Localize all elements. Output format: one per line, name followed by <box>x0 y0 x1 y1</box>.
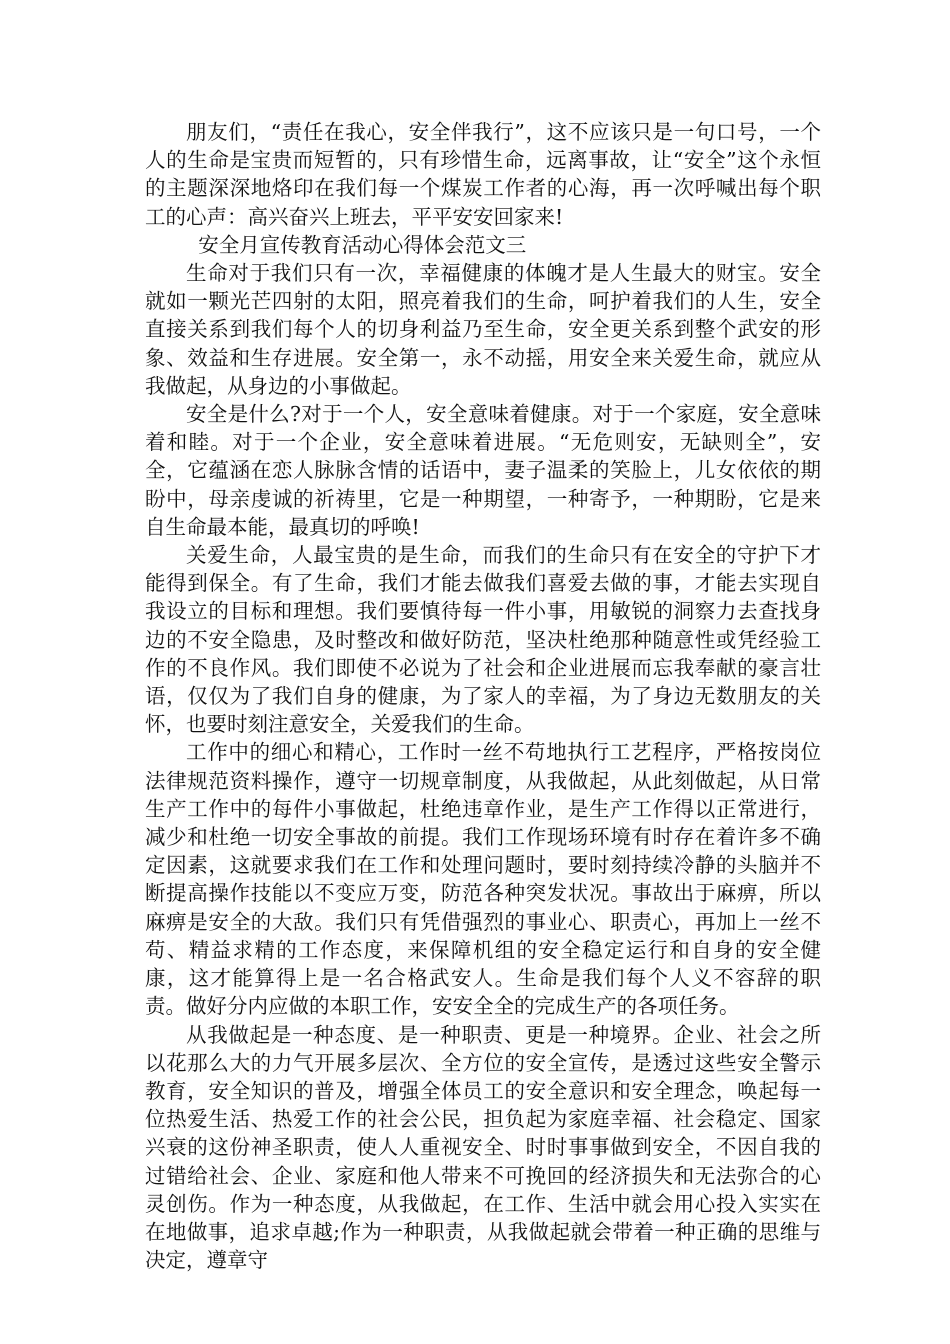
section-title: 安全月宣传教育活动心得体会范文三 <box>198 232 527 257</box>
paragraph-opening: 朋友们，“责任在我心，安全伴我行”，这不应该只是一句口号，一个人的生命是宝贵而短暂的，只有珍惜生命，远离事故，让“安全”这个永恒的主题深深地烙印在我们每一个煤炭工作者的心海，再一次呼喊出每个职工的心声：高兴奋兴上班去，平平安安回家来! <box>145 120 821 229</box>
paragraph-start-with-me: 从我做起是一种态度、是一种职责、更是一种境界。企业、社会之所以花那么大的力气开展多层次、全方位的安全宣传，是透过这些安全警示教育，安全知识的普及，增强全体员工的安全意识和安全理念，唤起每一位热爱生活、热爱工作的社会公民，担负起为家庭幸福、社会稳定、国家兴衰的这份神圣职责，使人人重视安全、时时事事做到安全，不因自我的过错给社会、企业、家庭和他人带来不可挽回的经济损失和无法弥合的心灵创伤。作为一种态度，从我做起，在工作、生活中就会用心投入实实在在地做事，追求卓越;作为一种职责，从我做起就会带着一种正确的思维与决定，遵章守 <box>145 1022 821 1273</box>
paragraph-what-is-safety: 安全是什么?对于一个人，安全意味着健康。对于一个家庭，安全意味着和睦。对于一个企业，安全意味着进展。“无危则安，无缺则全”，安全，它蕴涵在恋人脉脉含情的话语中，妻子温柔的笑脸上，儿女依依的期盼中，母亲虔诚的祈祷里，它是一种期望，一种寄予，一种期盼，它是来自生命最本能，最真切的呼唤! <box>145 402 821 539</box>
paragraph-care-life: 关爱生命，人最宝贵的是生命，而我们的生命只有在安全的守护下才能得到保全。有了生命，我们才能去做我们喜爱去做的事，才能去实现自我设立的目标和理想。我们要慎待每一件小事，用敏锐的洞察力去查找身边的不安全隐患，及时整改和做好防范，坚决杜绝那种随意性或凭经验工作的不良作风。我们即使不必说为了社会和企业进展而忘我奉献的豪言壮语，仅仅为了我们自身的健康，为了家人的幸福，为了身边无数朋友的关怀，也要时刻注意安全，关爱我们的生命。 <box>145 543 821 737</box>
paragraph-work-care: 工作中的细心和精心，工作时一丝不苟地执行工艺程序，严格按岗位法律规范资料操作，遵守一切规章制度，从我做起，从此刻做起，从日常生产工作中的每件小事做起，杜绝违章作业，是生产工作得以正常进行，减少和杜绝一切安全事故的前提。我们工作现场环境有时存在着许多不确定因素，这就要求我们在工作和处理问题时，要时刻持续冷静的头脑并不断提高操作技能以不变应万变，防范各种突发状况。事故出于麻痹，所以麻痹是安全的大敌。我们只有凭借强烈的事业心、职责心，再加上一丝不苟、精益求精的工作态度，来保障机组的安全稳定运行和自身的安全健康，这才能算得上是一名合格武安人。生命是我们每个人义不容辞的职责。做好分内应做的本职工作，安安全全的完成生产的各项任务。 <box>145 740 821 1019</box>
paragraph-life: 生命对于我们只有一次，幸福健康的体魄才是人生最大的财宝。安全就如一颗光芒四射的太阳，照亮着我们的生命，呵护着我们的人生，安全直接关系到我们每个人的切身利益乃至生命，安全更关系到整个武安的形象、效益和生存进展。安全第一，永不动摇，用安全来关爱生命，就应从我做起，从身边的小事做起。 <box>145 261 821 398</box>
document-page <box>145 118 821 1274</box>
